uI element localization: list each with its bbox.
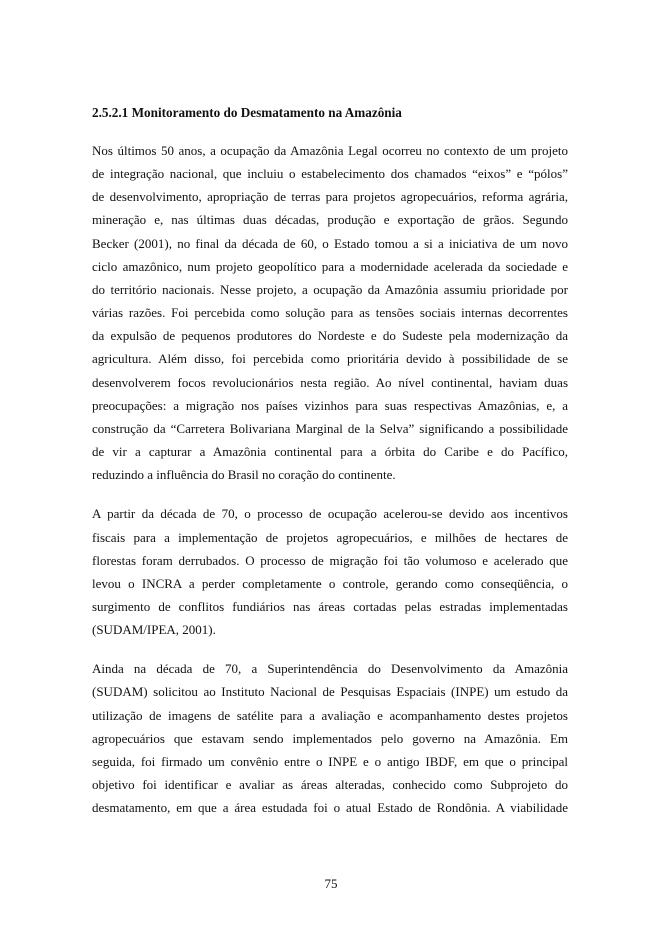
text-line: Becker (2001), no final da década de 60, o Estado tomou a si a iniciativa de um novo — [92, 235, 568, 251]
text-line: mineração e, nas últimas duas décadas, produção e exportação de grãos. Segundo — [92, 212, 568, 228]
text-line: utilização de imagens de satélite para a avaliação e acompanhamento destes projetos — [92, 707, 568, 723]
text-line: levou o INCRA a perder completamente o controle, gerando como conseqüência, o — [92, 575, 568, 591]
text-line: de integração nacional, que incluiu o estabelecimento dos chamados “eixos” e “pólos” — [92, 166, 568, 182]
document-body — [92, 104, 568, 819]
text-line: várias razões. Foi percebida como solução para as tensões sociais internas decorrentes — [92, 305, 568, 321]
text-line: Nos últimos 50 anos, a ocupação da Amazônia Legal ocorreu no contexto de um projeto — [92, 143, 568, 158]
paragraph-gap — [92, 486, 568, 502]
text-line: de desenvolvimento, apropriação de terras para projetos agropecuários, reforma agrária, — [92, 189, 568, 205]
text-line: Ainda na década de 70, a Superintendência do Desenvolvimento da Amazônia — [92, 661, 568, 677]
text-line: do território nacionais. Nesse projeto, a ocupação da Amazônia assumiu prioridade por — [92, 281, 568, 297]
text-line: desmatamento, em que a área estudada foi o atual Estado de Rondônia. A viabilidade — [92, 800, 568, 816]
text-line: reduzindo a influência do Brasil no coração do continente. — [92, 467, 396, 483]
text-line: seguida, foi firmado um convênio entre o INPE e o antigo IBDF, em que o principal — [92, 753, 568, 769]
text-line: agricultura. Além disso, foi percebida como prioritária devido à possibilidade de se — [92, 351, 568, 367]
text-line: ciclo amazônico, num projeto geopolítico para a modernidade acelerada da sociedade e — [92, 258, 568, 274]
text-line: A partir da década de 70, o processo de ocupação acelerou-se devido aos incentivos — [92, 506, 568, 522]
text-line: objetivo foi identificar e avaliar as áreas alteradas, conhecido como Subprojeto do — [92, 777, 568, 793]
text-line: (SUDAM) solicitou ao Instituto Nacional de Pesquisas Espaciais (INPE) um estudo da — [92, 684, 568, 700]
text-line: fiscais para a implementação de projetos agropecuários, e milhões de hectares de — [92, 529, 568, 545]
paragraph-gap — [92, 641, 568, 657]
text-line: surgimento de conflitos fundiários nas áreas cortadas pelas estradas implementadas — [92, 598, 568, 614]
paragraph-1 — [92, 139, 568, 486]
section-heading: 2.5.2.1 Monitoramento do Desmatamento na Amazônia — [92, 105, 402, 120]
text-line: de vir a capturar a Amazônia continental para a órbita do Caribe e do Pacífico, — [92, 444, 568, 460]
text-line: preocupações: a migração nos países vizinhos para suas respectivas Amazônias, e, a — [92, 397, 568, 413]
paragraph-3 — [92, 657, 568, 819]
text-line: da expulsão de pequenos produtores do Nordeste e do Sudeste pela modernização da — [92, 328, 568, 344]
text-line: construção da “Carretera Bolivariana Marginal de la Selva” significando a possibilidade — [92, 420, 568, 436]
text-line: florestas foram derrubados. O processo de migração foi tão volumoso e acelerado que — [92, 552, 568, 568]
page-number: 75 — [324, 876, 338, 891]
text-line: agropecuários que estavam sendo implementados pelo governo na Amazônia. Em — [92, 730, 568, 746]
text-line: (SUDAM/IPEA, 2001). — [92, 622, 216, 638]
paragraph-2 — [92, 502, 568, 641]
text-line: desenvolverem focos revolucionários nesta região. Ao nível continental, haviam duas — [92, 374, 568, 390]
